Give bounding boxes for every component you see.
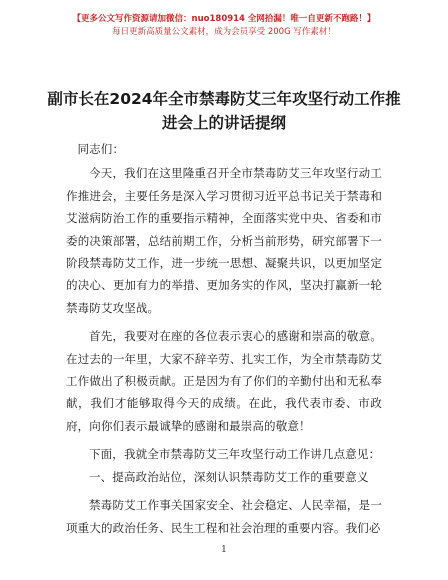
page-number: 1 — [221, 545, 227, 555]
paragraph-transition: 下面，我就全市禁毒防艾三年攻坚行动工作讲几点意见： — [89, 447, 381, 462]
promo-banner-line-2: 每日更新高质量公文素材，成为会员享受 200G 写作素材！ — [112, 27, 336, 37]
paragraph-section-1: 禁毒防艾工作事关国家安全、社会稳定、人民幸福，是一项重大的政治任务、民生工程和社会治理的重要内容。我们必 — [66, 498, 382, 535]
section-heading-1: 一、提高政治站位，深刻认识禁毒防艾工作的重要意义 — [89, 469, 369, 484]
paragraph-thanks: 首先，我要对在座的各位表示衷心的感谢和崇高的敬意。在过去的一年里，大家不辞辛劳、扎实工作，为全市禁毒防艾工作做出了积极贡献。正是因为有了你们的辛勤付出和无私奉献，我们才能够取得今天的成绩。在此，我代表市委、市政府，向你们表示最诚挚的感谢和最崇高的敬意！ — [66, 329, 382, 433]
document-body — [66, 138, 382, 539]
salutation: 同志们： — [77, 142, 125, 156]
paragraph-opening: 今天，我们在这里隆重召开全市禁毒防艾三年攻坚行动工作推进会，主要任务是深入学习贯彻习近平总书记关于禁毒和艾滋病防治工作的重要指示精神，全面落实党中央、省委和市委的决策部署，总结前期工作，分析当前形势，研究部署下一阶段禁毒防艾工作，进一步统一思想、凝聚共识，以更加坚定的决心、更加有力的举措、更加务实的作风，坚决打赢新一轮禁毒防艾攻坚战。 — [66, 166, 382, 315]
promo-banner-line-1: 【更多公文写作资源请加微信：nuo180914 全网拾漏！唯一自更新不跑路！】 — [72, 14, 376, 24]
document-title: 副市长在2024年全市禁毒防艾三年攻坚行动工作推进会上的讲话提纲 — [47, 90, 401, 132]
